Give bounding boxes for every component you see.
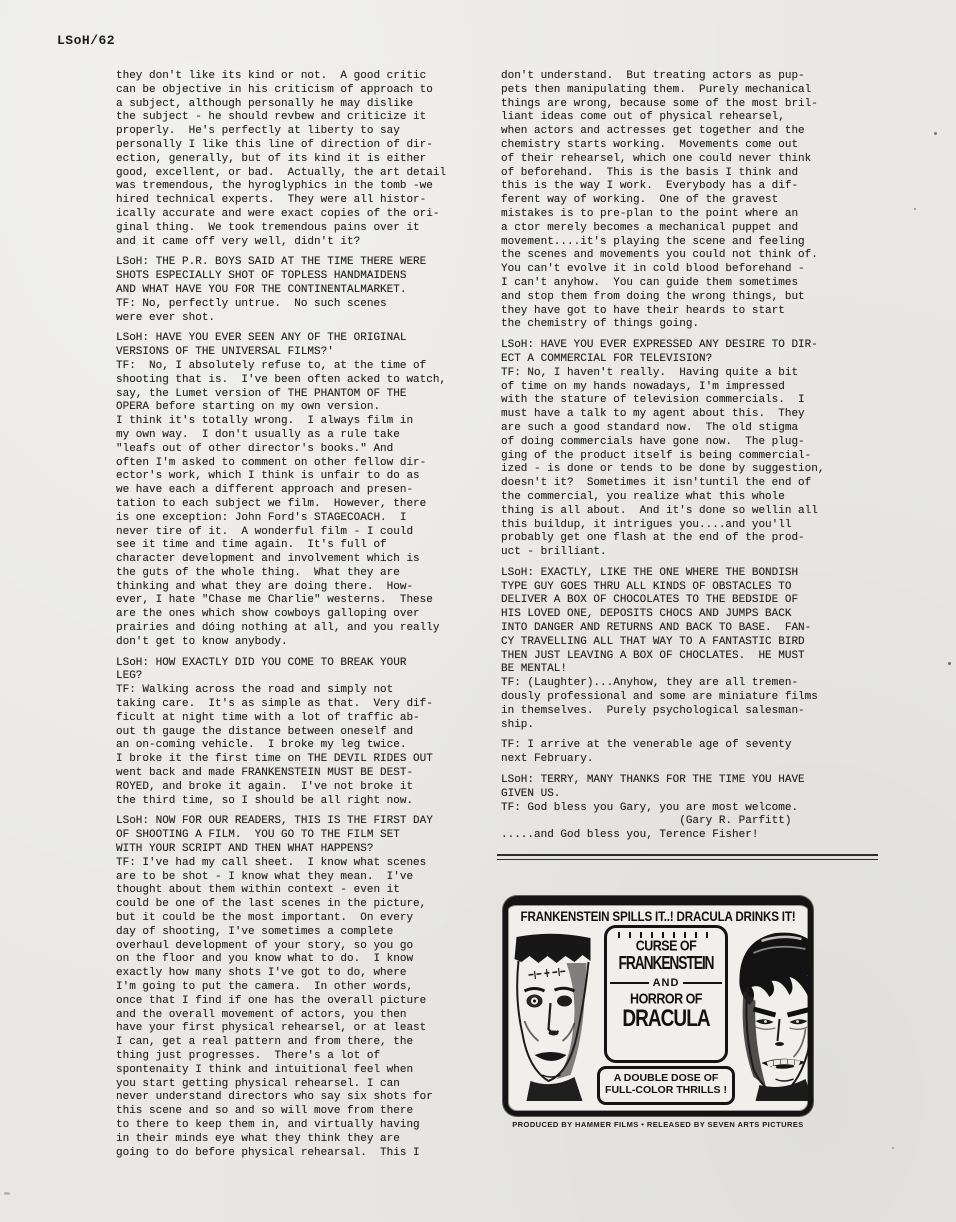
title-dracula: DRACULA <box>622 1005 710 1033</box>
tagline-line2: FULL-COLOR THRILLS ! <box>605 1084 727 1096</box>
right-text-column <box>501 70 881 850</box>
paragraph: LSoH: HOW EXACTLY DID YOU COME TO BREAK YOUR LEG? TF: Walking across the road and simply not taking care. It's as simple as that. Very dif- ficult at night time with a lot of traffic ab- out th gauge the distance between oneself and an on-coming vehicle. I broke my leg twice. I broke it the first time on THE DEVIL RIDES OUT went back and made FRANKENSTEIN MUST BE DEST- ROYED, and broke it again. I've not broke it the third time, so I should be all right now. <box>116 656 433 807</box>
paragraph: LSoH: NOW FOR OUR READERS, THIS IS THE FIRST DAY OF SHOOTING A FILM. YOU GO TO THE FILM SET WITH YOUR SCRIPT AND THEN WHAT HAPPENS? TF: I've had my call sheet. I know what scenes are to be shot - I know what they mean. I've thought about them within context - even it could be one of the last scenes in the picture, but it could be the most important. On every day of shooting, I've sometimes a complete overhaul development of your story, so you go on the floor and you know what to do. I know exactly how many shots I've got to do, where I'm going to put the camera. In other words, once that I find if one has the overall picture and the overall movement of actors, you then have your first physical rehearsel, or at least I can, get a real pattern and from there, the thing just progresses. There's a lot of spontenaity I think and intuitional feel when you start getting physical rehearsel. I can never understand directors who say six shots for this scene and so and so will move from there to there to keep them in, and virtually having in their minds eye what they think they are going to do before physical rehearsal. This I <box>116 815 433 1159</box>
poster-credit-line: PRODUCED BY HAMMER FILMS • RELEASED BY SEVEN ARTS PICTURES <box>512 1120 804 1129</box>
title-frankenstein: FRANKENSTEIN <box>618 952 714 975</box>
scan-speck <box>948 662 951 665</box>
poster-title-column <box>597 925 735 1101</box>
title-curse-of: CURSE OF <box>635 937 697 955</box>
paragraph: LSoH: TERRY, MANY THANKS FOR THE TIME YOU HAVE GIVEN US. TF: God bless you Gary, you are most welcome. (Gary R. Parfitt) .....and God bless you, Terence Fisher! <box>501 774 805 842</box>
poster-frame <box>503 896 813 1116</box>
paragraph: TF: I arrive at the venerable age of seventy next February. <box>501 739 792 766</box>
poster-title-panel <box>604 925 728 1063</box>
title-horror-of: HORROR OF <box>630 990 702 1008</box>
left-text-column <box>116 70 488 1167</box>
frankenstein-face-illustration <box>508 929 597 1101</box>
poster-banner-text: FRANKENSTEIN SPILLS IT..! DRACULA DRINKS IT! <box>520 908 796 925</box>
paragraph: LSoH: EXACTLY, LIKE THE ONE WHERE THE BONDISH TYPE GUY GOES THRU ALL KINDS OF OBSTACLES TO DELIVER A BOX OF CHOCOLATES TO THE BEDSIDE OF HIS LOVED ONE, DEPOSITS CHOCS AND JUMPS BACK INTO DANGER AND RETURNS AND BACK TO BASE. FAN- CY TRAVELLING ALL THAT WAY TO A FANTASTIC BIRD THEN JUST LEAVING A BOX OF CHOCLATES. HE MUST BE MENTAL! TF: (Laughter)...Anyhow, they are all tremen- dously professional and some are miniature films in themselves. Purely psychological salesman- ship. <box>501 566 818 731</box>
page-number-header: LSoH/62 <box>57 33 116 48</box>
paragraph: LSoH: THE P.R. BOYS SAID AT THE TIME THERE WERE SHOTS ESPECIALLY SHOT OF TOPLESS HANDMAIDENS AND WHAT HAVE YOU FOR THE CONTINENTALMARKET. TF: No, perfectly untrue. No such scenes were ever shot. <box>116 256 427 324</box>
paragraph: don't understand. But treating actors as pup- pets then manipulating them. Purely mechanical things are wrong, because some of the most bril- liant ideas come out of physical rehearsel, when actors and actresses get together and the chemistry starts working. Movements come out of their rehearsel, which one could never think of beforehand. This is the basis I think and this is the way I work. Everybody has a dif- ferent way of working. One of the gravest mistakes is to pre-plan to the point where an a ctor merely becomes a mechanical puppet and movement....it's playing the scene and feeling the scenes and movements you could not think of. You can't evolve it in cold blood beforehand - I can't anyhow. You can guide them sometimes and stop them from doing the wrong things, but they have got to have their heards to start the chemistry of things going. <box>501 70 818 331</box>
scan-speck <box>892 1147 894 1149</box>
scan-speck <box>914 208 916 210</box>
scan-speck <box>4 1192 10 1195</box>
scan-speck <box>934 132 937 135</box>
section-divider <box>497 854 878 860</box>
paragraph: LSoH: HAVE YOU EVER SEEN ANY OF THE ORIGINAL VERSIONS OF THE UNIVERSAL FILMS?' TF: No, I absolutely refuse to, at the time of shooting that is. I've been often acked to watch, say, the Lumet version of THE PHANTOM OF THE OPERA before starting on my own version. I think it's totally wrong. I always film in my own way. I don't usually as a rule take "leafs out of other director's books." And often I'm asked to comment on other fellow dir- ector's work, which I think is unfair to do as we have each a different approach and presen- tation to each subject we film. However, there is one exception: John Ford's STAGECOACH. I never tire of it. A wonderful film - I could see it time and time again. It's full of character development and involvement which is the guts of the whole thing. What they are thinking and what they are doing there. How- ever, I hate "Chase me Charlie" westerns. These are the ones which show cowboys galloping over prairies and dóing nothing at all, and you really don't get to know anybody. <box>116 332 447 648</box>
poster-body <box>508 925 808 1101</box>
movie-poster <box>503 896 813 1129</box>
title-and-divider: AND <box>610 977 722 989</box>
poster-tagline-panel <box>597 1066 735 1105</box>
dracula-face-illustration <box>735 929 813 1101</box>
tagline-line1: A DOUBLE DOSE OF <box>613 1072 719 1084</box>
paragraph: they don't like its kind or not. A good critic can be objective in his criticism of approach to a subject, although personally he may dislike the subject - he should revbew and criticize it properly. He's perfectly at liberty to say personally I like this line of direction of dir- ection, generally, but of its kind it is either good, excellent, or bad. Actually, the art detail was tremendous, the hyroglyphics in the tomb -we hired technical experts. They were all histor- ically accurate and were exact copies of the ori- ginal thing. We took tremendous pains over it and it came off very well, didn't it? <box>116 70 447 248</box>
paragraph: LSoH: HAVE YOU EVER EXPRESSED ANY DESIRE TO DIR- ECT A COMMERCIAL FOR TELEVISION? TF: No, I haven't really. Having quite a bit of time on my hands nowadays, I'm impressed with the stature of television commercials. I must have a talk to my agent about this. They are such a good standard now. The old stigma of doing commercials have gone now. The plug- ging of the product itself is being commercial- ized - is done or tends to be done by suggestion, doesn't it? Sometimes it isn'tuntil the end of the commercial, you realize what this whole thing is all about. And it's done so wellin all this buildup, it intrigues you....and you'll probably get one flash at the end of the prod- uct - brilliant. <box>501 339 825 559</box>
